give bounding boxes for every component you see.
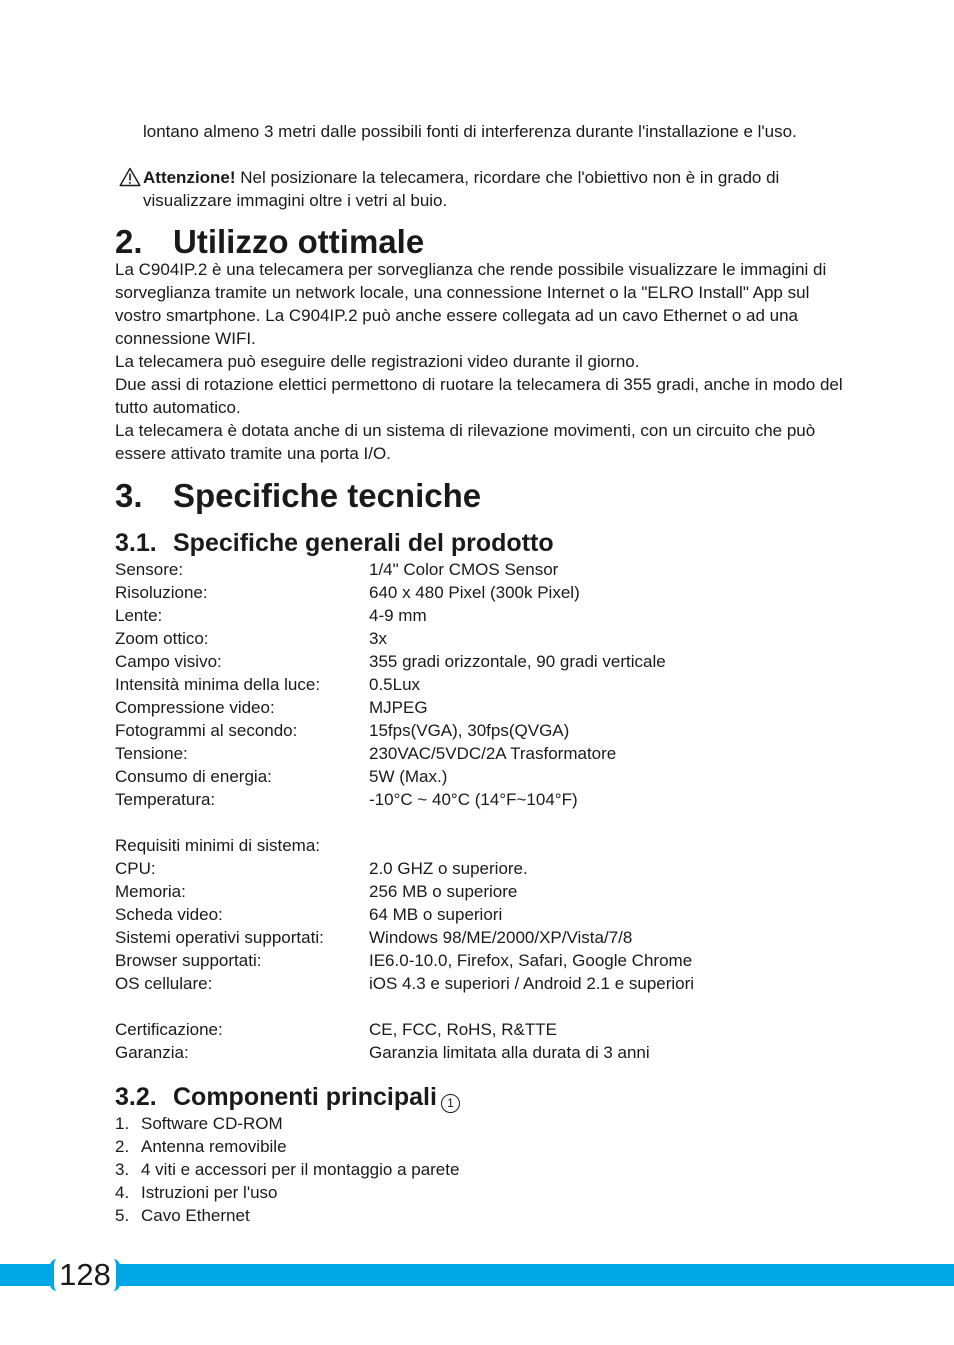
section-3-title: Specifiche tecniche <box>173 477 482 514</box>
spec-row <box>115 857 815 880</box>
spec-value: Windows 98/ME/2000/XP/Vista/7/8 <box>369 928 633 947</box>
spec-key: Campo visivo: <box>115 652 222 671</box>
list-item-text: Cavo Ethernet <box>141 1206 250 1225</box>
spec-value: 256 MB o superiore <box>369 882 518 901</box>
spec-key: Intensità minima della luce: <box>115 675 321 694</box>
spec-row <box>115 811 815 834</box>
spec-value: 5W (Max.) <box>369 767 448 786</box>
list-item <box>115 1135 615 1158</box>
spec-key: Risoluzione: <box>115 583 208 602</box>
spec-key: Zoom ottico: <box>115 629 209 648</box>
spec-row <box>115 696 815 719</box>
section-3-1-title: Specifiche generali del prodotto <box>173 529 554 557</box>
list-item-number: 1. <box>115 1114 130 1133</box>
spec-key: Temperatura: <box>115 790 216 809</box>
spec-row <box>115 880 815 903</box>
list-item-number: 5. <box>115 1206 130 1225</box>
spec-row <box>115 949 815 972</box>
spec-value: 15fps(VGA), 30fps(QVGA) <box>369 721 570 740</box>
spec-key: Lente: <box>115 606 163 625</box>
spec-row <box>115 558 815 581</box>
warning-label: Attenzione! <box>143 168 236 187</box>
spec-value: 4-9 mm <box>369 606 427 625</box>
spec-row <box>115 1041 815 1064</box>
spec-table <box>115 558 815 1064</box>
spec-value: 3x <box>369 629 387 648</box>
list-item-text: Istruzioni per l'uso <box>141 1183 278 1202</box>
section-2-body <box>115 258 845 465</box>
list-item-text: Antenna removibile <box>141 1137 287 1156</box>
list-item <box>115 1204 615 1227</box>
spec-value: 230VAC/5VDC/2A Trasformatore <box>369 744 617 763</box>
spec-value: Garanzia limitata alla durata di 3 anni <box>369 1043 650 1062</box>
spec-row <box>115 926 815 949</box>
spec-row <box>115 834 815 857</box>
spec-key: Memoria: <box>115 882 186 901</box>
paragraph: La telecamera è dotata anche di un sistema di rilevazione movimenti, con un circuito che può essere attivato tramite una porta I/O. <box>115 421 816 463</box>
list-item-number: 3. <box>115 1160 130 1179</box>
spec-row <box>115 903 815 926</box>
spec-row <box>115 627 815 650</box>
spec-key: Consumo di energia: <box>115 767 272 786</box>
section-3-heading <box>115 476 481 516</box>
spec-row <box>115 995 815 1018</box>
spec-key: Certificazione: <box>115 1020 223 1039</box>
spec-key: Scheda video: <box>115 905 223 924</box>
spec-key: Requisiti minimi di sistema: <box>115 836 320 855</box>
list-item <box>115 1181 615 1204</box>
list-item-number: 4. <box>115 1183 130 1202</box>
spec-value: 640 x 480 Pixel (300k Pixel) <box>369 583 580 602</box>
spec-row <box>115 581 815 604</box>
warning-triangle-icon <box>119 167 141 187</box>
section-2-heading <box>115 222 424 262</box>
section-3-2-title: Componenti principali <box>173 1083 437 1111</box>
spec-value: 1/4" Color CMOS Sensor <box>369 560 559 579</box>
figure-reference-badge: 1 <box>441 1094 460 1113</box>
spec-key: Garanzia: <box>115 1043 189 1062</box>
section-3-2-number: 3.2. <box>115 1083 157 1111</box>
list-item-text: 4 viti e accessori per il montaggio a parete <box>141 1160 460 1179</box>
spec-value: -10°C ~ 40°C (14°F~104°F) <box>369 790 578 809</box>
spec-value: 355 gradi orizzontale, 90 gradi verticale <box>369 652 666 671</box>
intro-paragraph: lontano almeno 3 metri dalle possibili fonti di interferenza durante l'installazione e l'uso. <box>143 122 797 141</box>
spec-row <box>115 604 815 627</box>
spec-value: iOS 4.3 e superiori / Android 2.1 e superiori <box>369 974 695 993</box>
section-2-title: Utilizzo ottimale <box>173 223 425 260</box>
spec-value: 0.5Lux <box>369 675 421 694</box>
spec-key: OS cellulare: <box>115 974 213 993</box>
paragraph: La telecamera può eseguire delle registrazioni video durante il giorno. <box>115 352 640 371</box>
warning-body: Nel posizionare la telecamera, ricordare che l'obiettivo non è in grado di visualizzare immagini oltre i vetri al buio. <box>143 168 780 210</box>
components-list <box>115 1112 615 1227</box>
section-3-number: 3. <box>115 477 143 514</box>
spec-value: IE6.0-10.0, Firefox, Safari, Google Chrome <box>369 951 693 970</box>
spec-key: Sistemi operativi supportati: <box>115 928 324 947</box>
spec-row <box>115 719 815 742</box>
spec-row <box>115 1018 815 1041</box>
list-item <box>115 1158 615 1181</box>
spec-key: Fotogrammi al secondo: <box>115 721 298 740</box>
spec-row <box>115 972 815 995</box>
paragraph: Due assi di rotazione elettici permettono di ruotare la telecamera di 355 gradi, anche in modo del tutto automatico. <box>115 375 843 417</box>
spec-value: 64 MB o superiori <box>369 905 503 924</box>
section-3-1-heading <box>115 528 554 558</box>
paragraph: La C904IP.2 è una telecamera per sorveglianza che rende possibile visualizzare le immagini di sorveglianza tramite un network locale, una connessione Internet o la "ELRO Install" App sul vostro smartphone. La C904IP.2 può anche essere collegata ad un cavo Ethernet o ad una connessione WIFI. <box>115 260 827 348</box>
spec-row <box>115 673 815 696</box>
spec-row <box>115 788 815 811</box>
spec-value: 2.0 GHZ o superiore. <box>369 859 528 878</box>
list-item-text: Software CD-ROM <box>141 1114 283 1133</box>
section-2-number: 2. <box>115 223 143 260</box>
section-3-2-heading <box>115 1082 460 1113</box>
spec-value: MJPEG <box>369 698 428 717</box>
page-number: 128 <box>59 1257 111 1292</box>
spec-row <box>115 742 815 765</box>
spec-key: Browser supportati: <box>115 951 262 970</box>
spec-row <box>115 765 815 788</box>
list-item <box>115 1112 615 1135</box>
section-3-1-number: 3.1. <box>115 529 157 557</box>
spec-value: CE, FCC, RoHS, R&TTE <box>369 1020 557 1039</box>
spec-key: CPU: <box>115 859 156 878</box>
warning-text <box>143 166 833 212</box>
footer-bar <box>0 1264 954 1286</box>
list-item-number: 2. <box>115 1137 130 1156</box>
spec-row <box>115 650 815 673</box>
spec-key: Tensione: <box>115 744 188 763</box>
spec-key: Sensore: <box>115 560 184 579</box>
spec-key: Compressione video: <box>115 698 275 717</box>
